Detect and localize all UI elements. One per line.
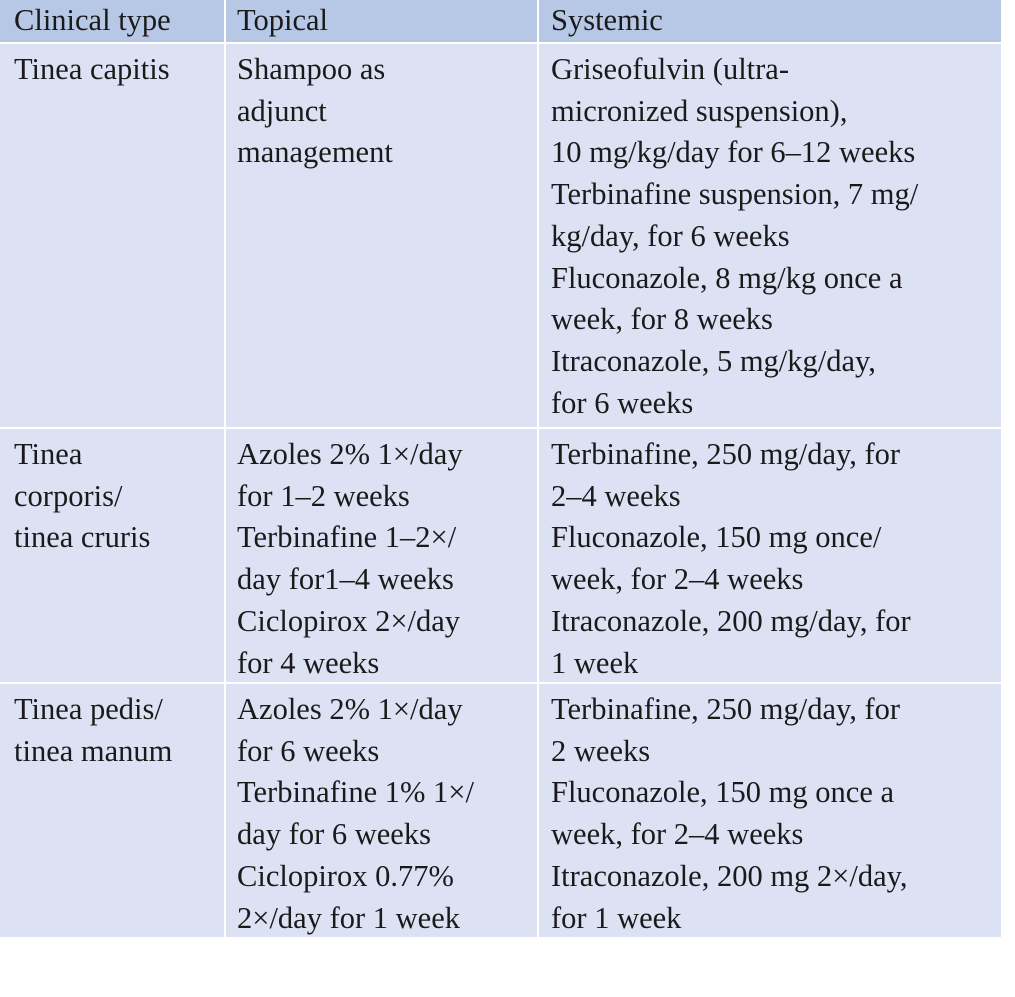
cell-line: 2×/day for 1 week xyxy=(237,900,461,935)
cell-line: adjunct xyxy=(237,93,327,128)
header-systemic: Systemic xyxy=(539,0,1001,42)
cell-line: Terbinafine, 250 mg/day, for xyxy=(551,437,901,471)
cell-topical xyxy=(226,684,537,937)
cell-line: Azoles 2% 1×/day xyxy=(237,692,463,726)
cell-clinical-type xyxy=(0,684,224,937)
cell-line: Ciclopirox 2×/day xyxy=(237,603,461,638)
cell-line: for 1–2 weeks xyxy=(237,478,410,513)
cell-line: 2 weeks xyxy=(551,733,651,768)
header-clinical-type: Clinical type xyxy=(0,0,224,42)
cell-line: Fluconazole, 150 mg once a xyxy=(551,775,895,810)
cell-line: week, for 2–4 weeks xyxy=(551,817,804,852)
cell-line: micronized suspension), xyxy=(551,93,848,128)
cell-line: Terbinafine 1–2×/ xyxy=(237,520,457,555)
cell-line: for 1 week xyxy=(551,900,682,935)
cell-line: day for 6 weeks xyxy=(237,817,431,852)
cell-line: Tinea capitis xyxy=(14,52,170,86)
cell-line: Griseofulvin (ultra- xyxy=(551,52,789,86)
cell-line: Shampoo as xyxy=(237,52,386,86)
cell-line: Itraconazole, 200 mg 2×/day, xyxy=(551,858,908,893)
cell-clinical-type xyxy=(0,429,224,682)
cell-systemic xyxy=(539,44,1001,427)
cell-line: kg/day, for 6 weeks xyxy=(551,218,790,253)
cell-systemic xyxy=(539,684,1001,937)
cell-line: tinea cruris xyxy=(14,520,151,555)
cell-topical xyxy=(226,44,537,427)
cell-line: for 4 weeks xyxy=(237,645,380,680)
cell-line: for 6 weeks xyxy=(237,733,380,768)
cell-line: 2–4 weeks xyxy=(551,478,681,513)
cell-line: Terbinafine 1% 1×/ xyxy=(237,775,474,810)
cell-line: 10 mg/kg/day for 6–12 weeks xyxy=(551,135,916,170)
cell-line: for 6 weeks xyxy=(551,385,694,420)
cell-line: Ciclopirox 0.77% xyxy=(237,858,454,893)
cell-line: Fluconazole, 150 mg once/ xyxy=(551,520,882,555)
cell-line: Fluconazole, 8 mg/kg once a xyxy=(551,260,903,295)
cell-line: week, for 2–4 weeks xyxy=(551,562,804,597)
cell-line: Itraconazole, 5 mg/kg/day, xyxy=(551,343,876,378)
cell-systemic xyxy=(539,429,1001,682)
cell-line: tinea manum xyxy=(14,733,173,768)
cell-line: day for1–4 weeks xyxy=(237,562,454,597)
cell-clinical-type xyxy=(0,44,224,427)
cell-line: Tinea pedis/ xyxy=(14,692,163,726)
cell-topical xyxy=(226,429,537,682)
cell-line: 1 week xyxy=(551,645,639,680)
cell-line: week, for 8 weeks xyxy=(551,302,773,337)
header-topical: Topical xyxy=(226,0,537,42)
cell-line: Tinea xyxy=(14,437,83,471)
cell-line: Azoles 2% 1×/day xyxy=(237,437,463,471)
cell-line: management xyxy=(237,135,393,170)
cell-line: Terbinafine suspension, 7 mg/ xyxy=(551,177,919,212)
cell-line: corporis/ xyxy=(14,478,123,513)
cell-line: Terbinafine, 250 mg/day, for xyxy=(551,692,901,726)
cell-line: Itraconazole, 200 mg/day, for xyxy=(551,603,911,638)
